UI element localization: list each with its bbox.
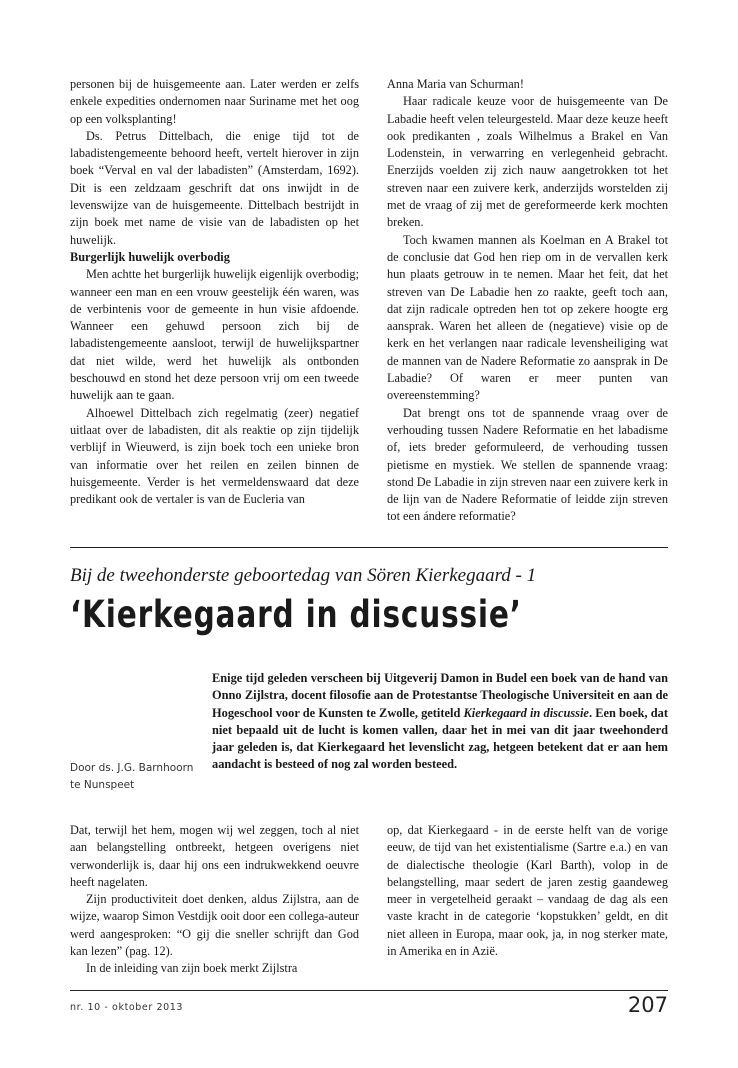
- page-number: 207: [627, 993, 668, 1017]
- author-byline: [70, 760, 193, 794]
- paragraph: op, dat Kierkegaard - in de eerste helft van de vorige eeuw, de tijd van het existentialisme (Sartre e.a.) en van de dialectische theologie (Karl Barth), volop in de belangstelling, maar sedert de jaren zestig gaandeweg meer in vergetelheid geraakt – vandaag de dag als een vaste kracht in de categorie ‘kopstukken’ geldt, en dit niet alleen in Europa, maar ook, ja, in nog sterker mate, in Amerika en in Azië.: [387, 823, 668, 959]
- section-divider: [70, 547, 668, 548]
- article-subtitle: Bij de tweehonderste geboortedag van Sören Kierkegaard - 1: [70, 565, 537, 586]
- top-left-column: [70, 76, 359, 508]
- intro-book-title: Kierkegaard in discussie: [463, 705, 589, 720]
- paragraph: Ds. Petrus Dittelbach, die enige tijd tot de labadistengemeente behoord heeft, vertelt hierover in zijn boek “Verval en val der labadisten” (Amsterdam, 1692). Dit is een zeldzaam geschrift dat ons inwijdt in de levenswijze van de huisgemeente. Dittelbach bestrijdt in zijn boek met name de visie van de labadisten op het huwelijk.: [70, 128, 359, 247]
- paragraph: Zijn productiviteit doet denken, aldus Zijlstra, aan de wijze, waarop Simon Vestdijk ooit door een collega-auteur werd aangesproken: “O gij die sneller schrijft dan God kan lezen” (pag. 12).: [70, 892, 359, 959]
- section-heading: Burgerlijk huwelijk overbodig: [70, 249, 230, 264]
- paragraph: Toch kwamen mannen als Koelman en A Brakel tot de conclusie dat God hen riep om in de vervallen kerk hun plaats getrouw in te nemen. Maar het feit, dat het streven van De Labadie hen zo raakte, geeft toch aan, dat zijn radicale optreden hen tot op zekere hoogte erg aansprak. Waren het alleen de (negatieve) visie op de kerk en het verlangen naar radicale levensheiliging wat de mannen van de Nadere Reformatie zo aansprak in De Labadie? Of waren er meer punten van overeenstemming?: [387, 232, 668, 403]
- paragraph: Dat brengt ons tot de spannende vraag over de verhouding tussen Nadere Reformatie en het labadisme of, iets breder geformuleerd, de verhouding tussen pietisme en mystiek. We stellen de spannende vraag: stond De Labadie in zijn streven naar een zuivere kerk in de lijn van de Nadere Reformatie of leidde zijn streven tot een ándere reformatie?: [387, 405, 668, 524]
- footer-divider: [70, 990, 668, 991]
- top-right-column: [387, 76, 668, 526]
- article-intro: [212, 670, 668, 774]
- article-title: ‘Kierkegaard in discussie’: [70, 593, 522, 636]
- paragraph: Dat, terwijl het hem, mogen wij wel zeggen, toch al niet aan belangstelling ontbreekt, hetgeen overigens niet verwonderlijk is, daar hij ons een indrukwekkend oeuvre heeft nagelaten.: [70, 823, 359, 889]
- paragraph: personen bij de huisgemeente aan. Later werden er zelfs enkele expedities ondernomen naar Suriname met het oog op een volksplanting!: [70, 77, 359, 126]
- paragraph: Alhoewel Dittelbach zich regelmatig (zeer) negatief uitlaat over de labadisten, dit als reaktie op zijn tijdelijk verblijf in Wieuwerd, is zijn boek toch een unieke bron van informatie over het reilen en zeilen binnen de huisgemeente. Verder is het vermeldenswaard dat deze predikant ook de vertaler is van de Eucleria van: [70, 405, 359, 507]
- paragraph: Men achtte het burgerlijk huwelijk eigenlijk overbodig; wanneer een man en een vrouw geestelijk één waren, was de verbintenis voor de gemeente in hun visie afdoende. Wanneer een gehuwd persoon zich bij de labadistengemeente aansloot, terwijl de huwelijkspartner dat niet wilde, werd het huwelijk als ontbonden beschouwd en stond het deze persoon vrij om een tweede huwelijk aan te gaan.: [70, 267, 359, 403]
- issue-label: nr. 10 - oktober 2013: [70, 1002, 184, 1013]
- intro-text: Enige tijd geleden verscheen bij Uitgeverij Damon in Budel een boek van de hand van Onno Zijlstra, docent filosofie aan de Protestantse Theologische Universiteit en aan de Hogeschool voor de Kunsten te Zwolle, getiteld: [212, 671, 668, 720]
- byline-author: Door ds. J.G. Barnhoorn: [70, 762, 194, 774]
- paragraph: In de inleiding van zijn boek merkt Zijlstra: [86, 961, 298, 976]
- paragraph: Anna Maria van Schurman!: [387, 77, 524, 91]
- bottom-left-column: [70, 822, 359, 978]
- bottom-right-column: [387, 822, 668, 960]
- intro-text: . Een boek, dat niet bepaald uit de lucht is komen vallen, daar het in mei van dit jaar tweehonderd jaar geleden is, dat Kierkegaard het levenslicht zag, hetgeen betekent dat er aan hem aandacht is besteed of nog zal worden besteed.: [212, 705, 668, 772]
- byline-location: te Nunspeet: [70, 779, 135, 791]
- paragraph: Haar radicale keuze voor de huisgemeente van De Labadie heeft velen teleurgesteld. Maar deze keuze heeft ook predikanten , zoals Wilhelmus a Brakel en Van Lodenstein, in verwarring en verlegenheid gebracht. Enerzijds voelden zij zich nauw aangetrokken tot het streven naar een zuivere kerk, anderzijds worstelden zij met de vraag of zij met de gereformeerde kerk mochten breken.: [387, 94, 668, 230]
